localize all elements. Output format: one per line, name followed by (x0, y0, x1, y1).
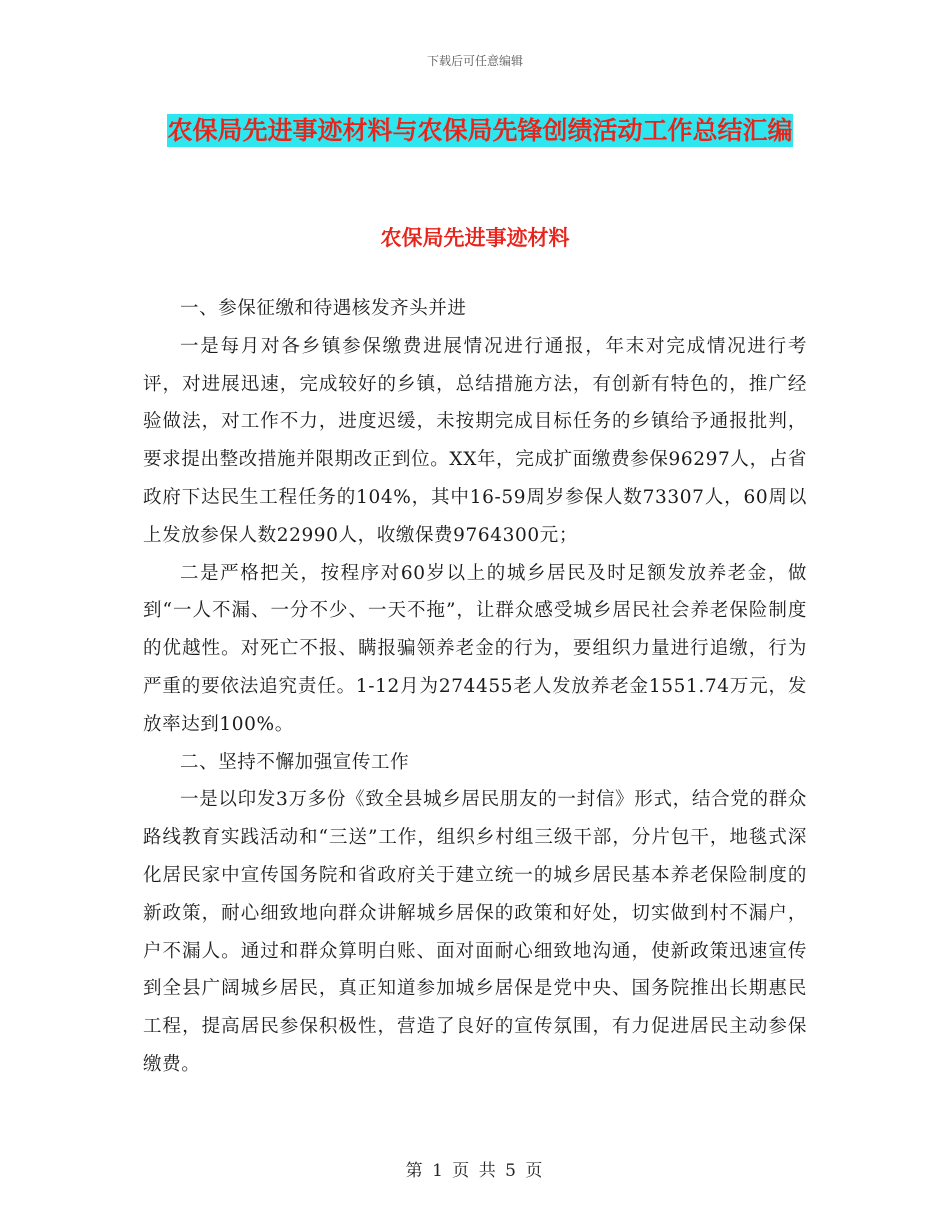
paragraph: 一是以印发3万多份《致全县城乡居民朋友的一封信》形式，结合党的群众路线教育实践活动和“三送”工作，组织乡村组三级干部，分片包干，地毯式深化居民家中宣传国务院和省政府关于建立统一的城乡居民基本养老保险制度的新政策，耐心细致地向群众讲解城乡居保的政策和好处，切实做到村不漏户，户不漏人。通过和群众算明白账、面对面耐心细致地沟通，使新政策迅速宣传到全县广阔城乡居民，真正知道参加城乡居保是党中央、国务院推出长期惠民工程，提高居民参保积极性，营造了良好的宣传氛围，有力促进居民主动参保缴费。 (143, 789, 807, 1075)
document-title-text: 农保局先进事迹材料与农保局先锋创绩活动工作总结汇编 (167, 116, 793, 145)
document-body (143, 290, 807, 1084)
header-note: 下载后可任意编辑 (426, 54, 523, 68)
paragraph: 一是每月对各乡镇参保缴费进展情况进行通报，年末对完成情况进行考评，对进展迅速，完成较好的乡镇，总结措施方法，有创新有特色的，推广经验做法，对工作不力，进度迟缓，未按期完成目标任务的乡镇给予通报批判，要求提出整改措施并限期改正到位。XX年，完成扩面缴费参保96297人，占省政府下达民生工程任务的104%，其中16-59周岁参保人数73307人，60周以上发放参保人数22990人，收缴保费9764300元； (143, 335, 807, 546)
page-footer: 第 1 页 共 5 页 (405, 1161, 545, 1181)
paragraph-heading-1: 一、参保征缴和待遇核发齐头并进 (180, 298, 467, 319)
paragraph: 二是严格把关，按程序对60岁以上的城乡居民及时足额发放养老金，做到“一人不漏、一分不少、一天不拖”，让群众感受城乡居民社会养老保险制度的优越性。对死亡不报、瞒报骗领养老金的行为，要组织力量进行追缴，行为严重的要依法追究责任。1-12月为274455老人发放养老金1551.74万元，发放率达到100%。 (143, 562, 807, 735)
paragraph-heading-2: 二、坚持不懈加强宣传工作 (180, 751, 410, 773)
document-title (140, 108, 820, 154)
section-title: 农保局先进事迹材料 (380, 225, 570, 250)
